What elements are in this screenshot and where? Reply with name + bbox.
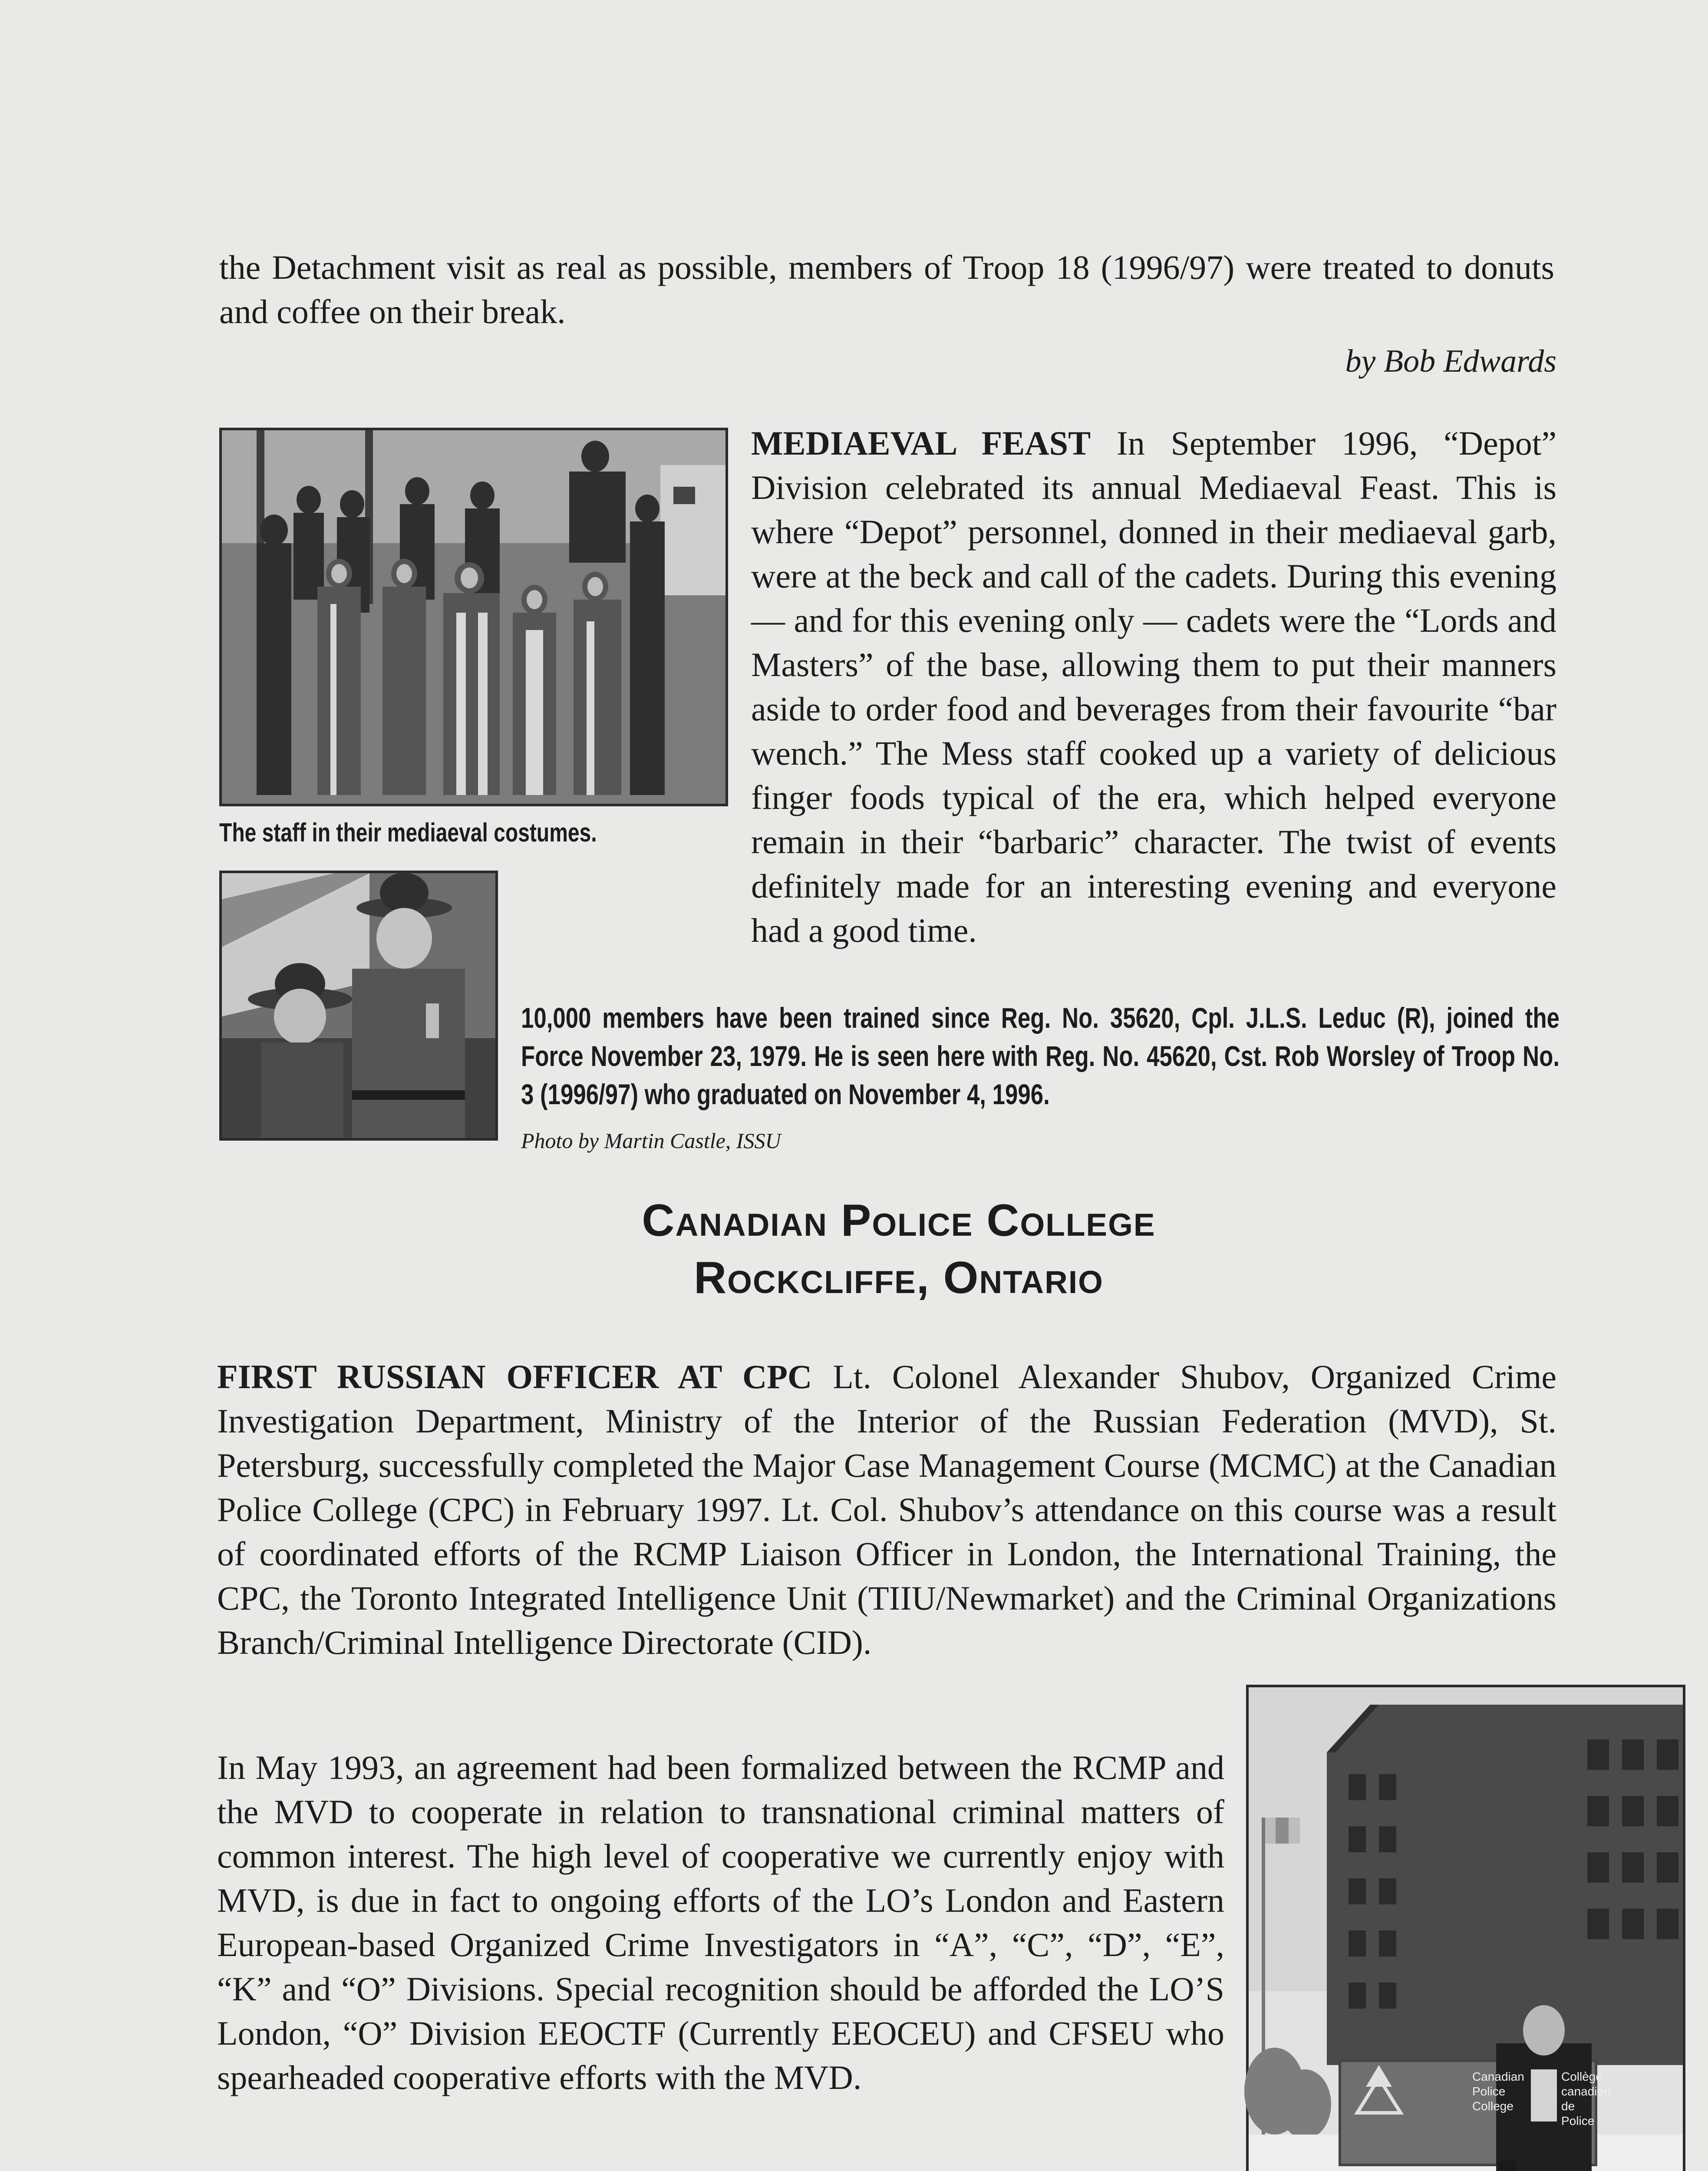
section-heading-line-1: Canadian Police College: [642, 1195, 1156, 1246]
sign-line-de-police: de Police: [1561, 2099, 1595, 2128]
sign-line-college-fr: Collège: [1561, 2070, 1602, 2083]
russian-officer-lead: FIRST RUSSIAN OFFICER AT CPC: [217, 1358, 812, 1396]
mediaeval-feast-body: In September 1996, “Depot” Division celebrated its annual Mediaeval Feast. This is where “Depot” personnel, donned in their mediaeval garb, were at the beck and call of the cadets. During this evening — and for this evening only — cadets were the “Lords and Masters” of the base, allowing them to put their manners aside to order food and beverages from their favourite “bar wench.” The Mess staff cooked up a variety of delicious finger foods typical of the era, which helped everyone remain in their “barbaric” character. The twist of events definitely made for an interesting evening and everyone had a good time.: [751, 424, 1556, 949]
sign-line-college: College: [1472, 2099, 1513, 2113]
cpc-sign-english: [1472, 2069, 1524, 2114]
mediaeval-staff-photo: [219, 428, 728, 806]
russian-officer-paragraph-2: In May 1993, an agreement had been formalized between the RCMP and the MVD to cooperate in relation to transnational criminal matters of common interest. The high level of cooperative we currently enjoy with MVD, is due in fact to ongoing efforts of the LO’s London and Eastern European-based Organized Crime Investigators in “A”, “C”, “D”, “E”, “K” and “O” Divisions. Special recognition should be afforded the LO’S London, “O” Division EEOCTF (Currently EEOCEU) and CFSEU who spearheaded cooperative efforts with the MVD.: [217, 1749, 1224, 2096]
russian-officer-p1: Lt. Colonel Alexander Shubov, Organized Crime Investigation Department, Ministry of the Interior of the Russian Federation (MVD), St. Petersburg, successfully completed the Major Case Management Course (MCMC) at the Canadian Police College (CPC) in February 1997. Lt. Col. Shubov’s attendance on this course was a result of coordinated efforts of the RCMP Liaison Officer in London, the International Training, the CPC, the Toronto Integrated Intelligence Unit (TIIU/Newmarket) and the Criminal Organizations Branch/Criminal Intelligence Directorate (CID).: [217, 1358, 1556, 1661]
cpc-building-image: [1249, 1687, 1683, 2171]
intro-paragraph: the Detachment visit as real as possible, members of Troop 18 (1996/97) were treated to donuts and coffee on their break.: [219, 248, 1554, 330]
mediaeval-staff-image: [222, 430, 725, 804]
section-heading: [599, 1192, 1198, 1307]
cpc-sign-french: [1561, 2069, 1611, 2128]
mediaeval-photo-caption: The staff in their mediaeval costumes.: [219, 818, 597, 847]
sign-line-canadien: canadien: [1561, 2085, 1611, 2098]
russian-officer-paragraph-1: [217, 1355, 1556, 1665]
section-heading-line-2: Rockcliffe, Ontario: [694, 1253, 1104, 1303]
leduc-caption: 10,000 members have been trained since Reg. No. 35620, Cpl. J.L.S. Leduc (R), joined the Force November 23, 1979. He is seen here with Reg. No. 45620, Cst. Rob Worsley of Troop No. 3 (1996/97) who graduated on November 4, 1996.: [521, 1002, 1560, 1110]
mediaeval-feast-lead: MEDIAEVAL FEAST: [751, 424, 1091, 462]
sign-line-police: Police: [1472, 2085, 1506, 2098]
leduc-worsley-photo: [219, 871, 498, 1141]
mediaeval-feast-paragraph: [751, 421, 1556, 953]
leduc-worsley-image: [222, 873, 495, 1138]
cpc-building-photo: [1246, 1685, 1685, 2171]
leduc-photo-credit: Photo by Martin Castle, ISSU: [521, 1128, 781, 1153]
sign-line-canadian: Canadian: [1472, 2070, 1524, 2083]
intro-byline: by Bob Edwards: [1345, 343, 1556, 379]
